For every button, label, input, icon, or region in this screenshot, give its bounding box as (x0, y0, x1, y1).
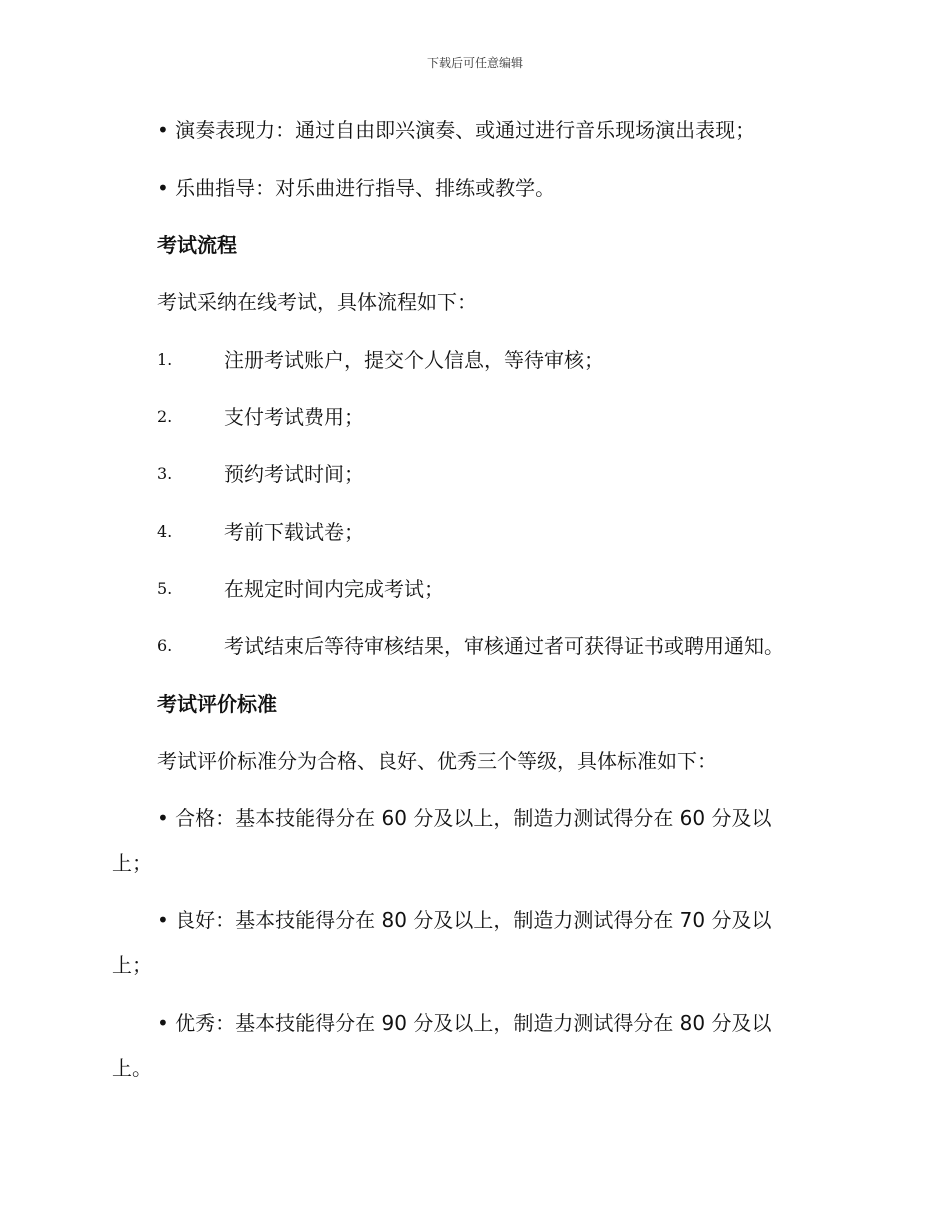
criteria-heading: 考试评价标准 (157, 692, 277, 716)
step-text: 支付考试费用； (224, 405, 364, 429)
criteria-level-line: 上； (112, 851, 152, 875)
step-number: 2. (157, 407, 173, 426)
ability-item-guidance: • 乐曲指导：对乐曲进行指导、排练或教学。 (157, 176, 556, 200)
process-heading: 考试流程 (157, 233, 237, 257)
step-text: 预约考试时间； (224, 462, 364, 486)
step-text: 考试结束后等待审核结果，审核通过者可获得证书或聘用通知。 (224, 634, 784, 658)
step-text: 考前下载试卷； (224, 520, 364, 544)
step-text: 在规定时间内完成考试； (224, 577, 444, 601)
step-number: 1. (157, 350, 173, 369)
process-intro: 考试采纳在线考试，具体流程如下： (157, 290, 477, 314)
header-note: 下载后可任意编辑 (426, 56, 523, 70)
criteria-intro: 考试评价标准分为合格、良好、优秀三个等级，具体标准如下： (157, 749, 717, 773)
criteria-level-line: • 合格：基本技能得分在 60 分及以上，制造力测试得分在 60 分及以 (157, 806, 772, 830)
step-text: 注册考试账户，提交个人信息，等待审核； (224, 348, 604, 372)
step-number: 5. (157, 579, 173, 598)
criteria-level-line: • 良好：基本技能得分在 80 分及以上，制造力测试得分在 70 分及以 (157, 908, 772, 932)
criteria-level-line: • 优秀：基本技能得分在 90 分及以上，制造力测试得分在 80 分及以 (157, 1011, 772, 1035)
step-number: 4. (157, 522, 173, 541)
criteria-level-line: 上。 (112, 1056, 152, 1080)
step-number: 6. (157, 636, 173, 655)
ability-item-performance: • 演奏表现力：通过自由即兴演奏、或通过进行音乐现场演出表现； (157, 118, 756, 142)
step-number: 3. (157, 464, 173, 483)
criteria-level-line: 上； (112, 953, 152, 977)
